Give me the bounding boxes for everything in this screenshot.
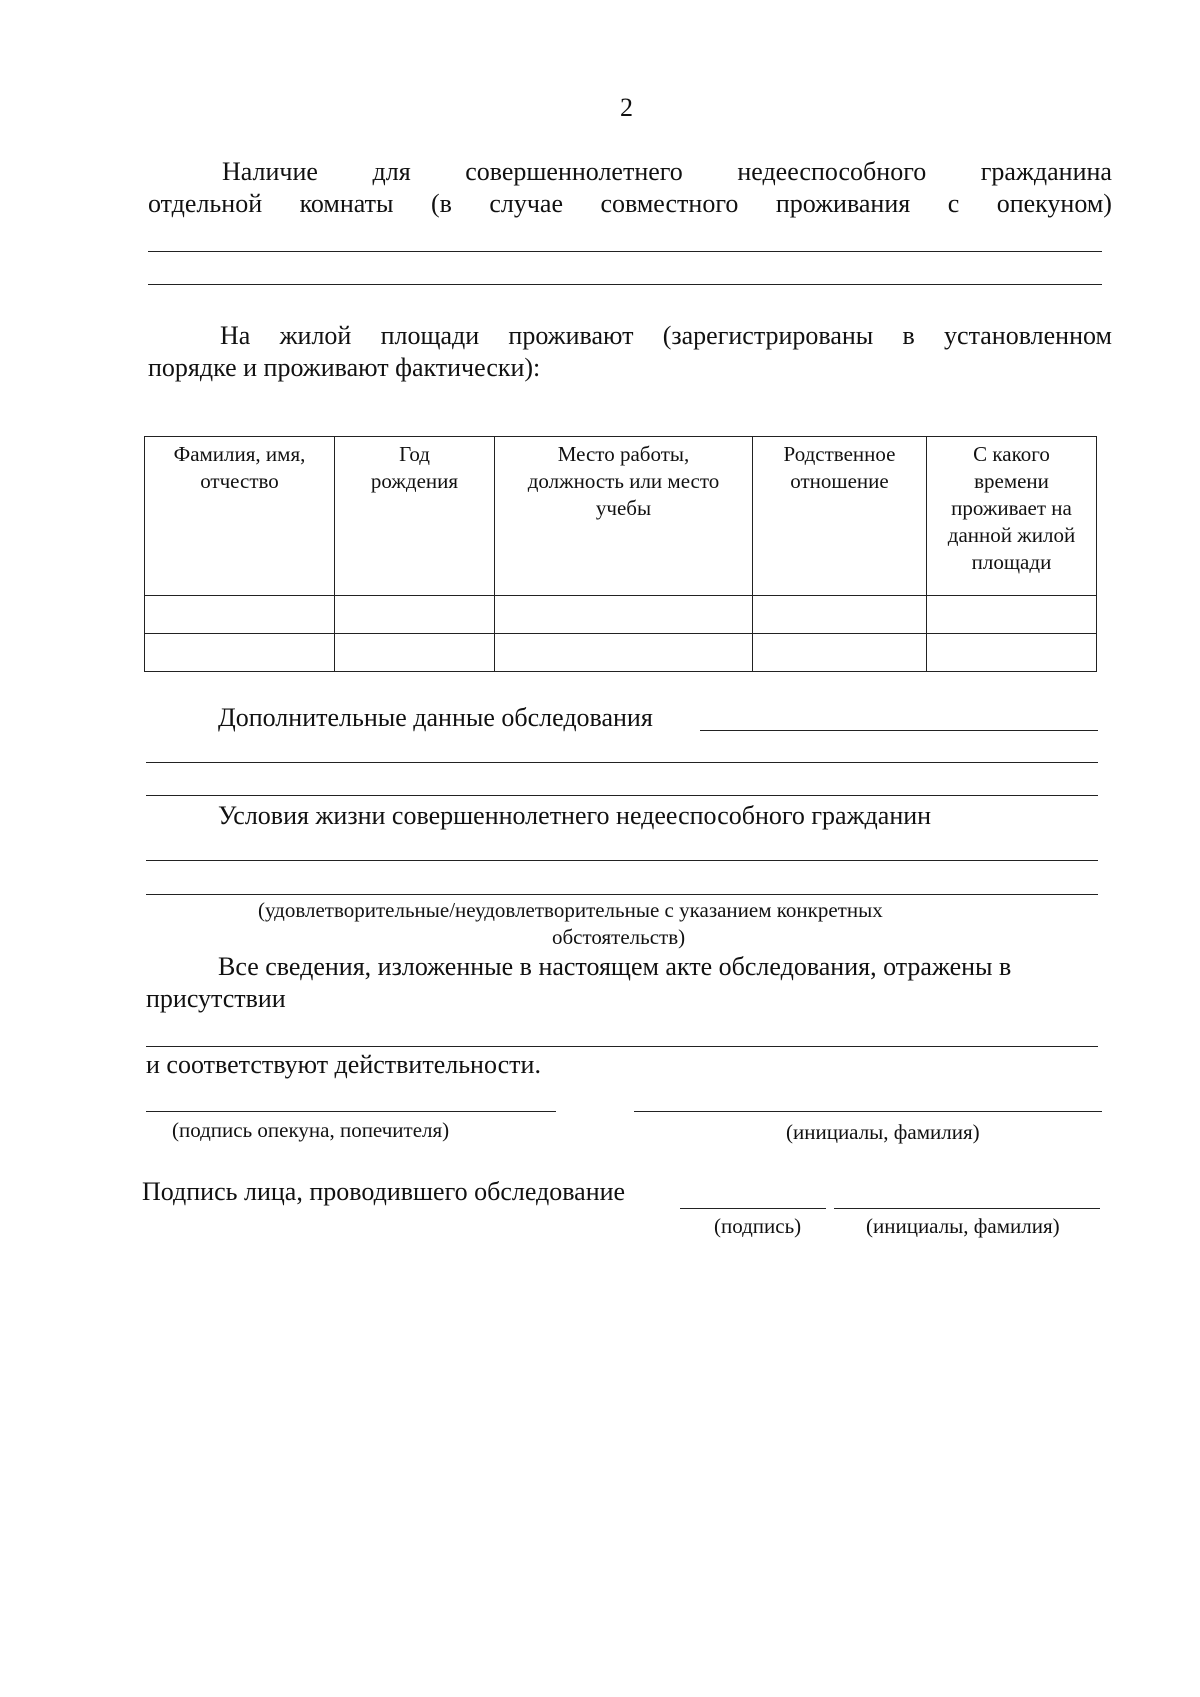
header-relation: Родственное отношение — [753, 437, 927, 596]
guardian-initials-line[interactable] — [634, 1111, 1102, 1112]
header-workplace: Место работы, должность или место учебы — [495, 437, 753, 596]
presence-answer-line[interactable] — [146, 1046, 1098, 1047]
residents-table — [144, 436, 1097, 672]
table-row — [145, 634, 1097, 672]
room-answer-line-1[interactable] — [148, 251, 1102, 252]
table-cell[interactable] — [495, 596, 753, 634]
table-cell[interactable] — [335, 634, 495, 672]
guardian-signature-caption: (подпись опекуна, попечителя) — [172, 1118, 450, 1142]
guardian-initials-caption: (инициалы, фамилия) — [786, 1120, 980, 1144]
validity-statement: и соответствуют действительности. — [146, 1050, 541, 1079]
header-residence-since: С какого времени проживает на данной жилой площади — [927, 437, 1097, 596]
header-full-name: Фамилия, имя, отчество — [145, 437, 335, 596]
room-section-line-2: отдельной комнаты (в случае совместного проживания с опекуном) — [148, 189, 1112, 218]
inspector-initials-line[interactable] — [834, 1208, 1100, 1209]
inspector-signature-label: Подпись лица, проводившего обследование — [142, 1177, 626, 1206]
inspector-initials-caption: (инициалы, фамилия) — [866, 1214, 1060, 1238]
additional-data-line-3[interactable] — [146, 795, 1098, 796]
header-birth-year: Год рождения — [335, 437, 495, 596]
living-conditions-line-2[interactable] — [146, 894, 1098, 895]
table-cell[interactable] — [145, 596, 335, 634]
residents-intro-line-2: порядке и проживают фактически): — [148, 353, 541, 382]
table-cell[interactable] — [753, 634, 927, 672]
living-conditions-label: Условия жизни совершеннолетнего недееспособного гражданин — [218, 801, 932, 830]
guardian-signature-line[interactable] — [146, 1111, 556, 1112]
table-header-row — [145, 437, 1097, 596]
inspector-signature-caption: (подпись) — [714, 1214, 802, 1238]
room-section-line-1: Наличие для совершеннолетнего недееспособного гражданина — [222, 157, 1112, 186]
additional-data-line-2[interactable] — [146, 762, 1098, 763]
additional-data-line-1[interactable] — [700, 730, 1098, 731]
additional-data-label: Дополнительные данные обследования — [218, 703, 653, 732]
table-cell[interactable] — [145, 634, 335, 672]
page-number: 2 — [620, 93, 633, 122]
presence-label: присутствии — [146, 984, 286, 1013]
presence-statement: Все сведения, изложенные в настоящем акте обследования, отражены в — [218, 952, 1012, 981]
table-cell[interactable] — [753, 596, 927, 634]
living-conditions-hint-2: обстоятельств) — [552, 925, 686, 949]
table-row — [145, 596, 1097, 634]
inspector-signature-line[interactable] — [680, 1208, 826, 1209]
table-cell[interactable] — [927, 596, 1097, 634]
living-conditions-hint: (удовлетворительные/неудовлетворительные с указанием конкретных — [258, 898, 883, 922]
living-conditions-line-1[interactable] — [146, 860, 1098, 861]
table-cell[interactable] — [927, 634, 1097, 672]
table-cell[interactable] — [495, 634, 753, 672]
table-cell[interactable] — [335, 596, 495, 634]
room-answer-line-2[interactable] — [148, 284, 1102, 285]
residents-intro-line-1: На жилой площади проживают (зарегистрированы в установленном — [220, 321, 1112, 350]
